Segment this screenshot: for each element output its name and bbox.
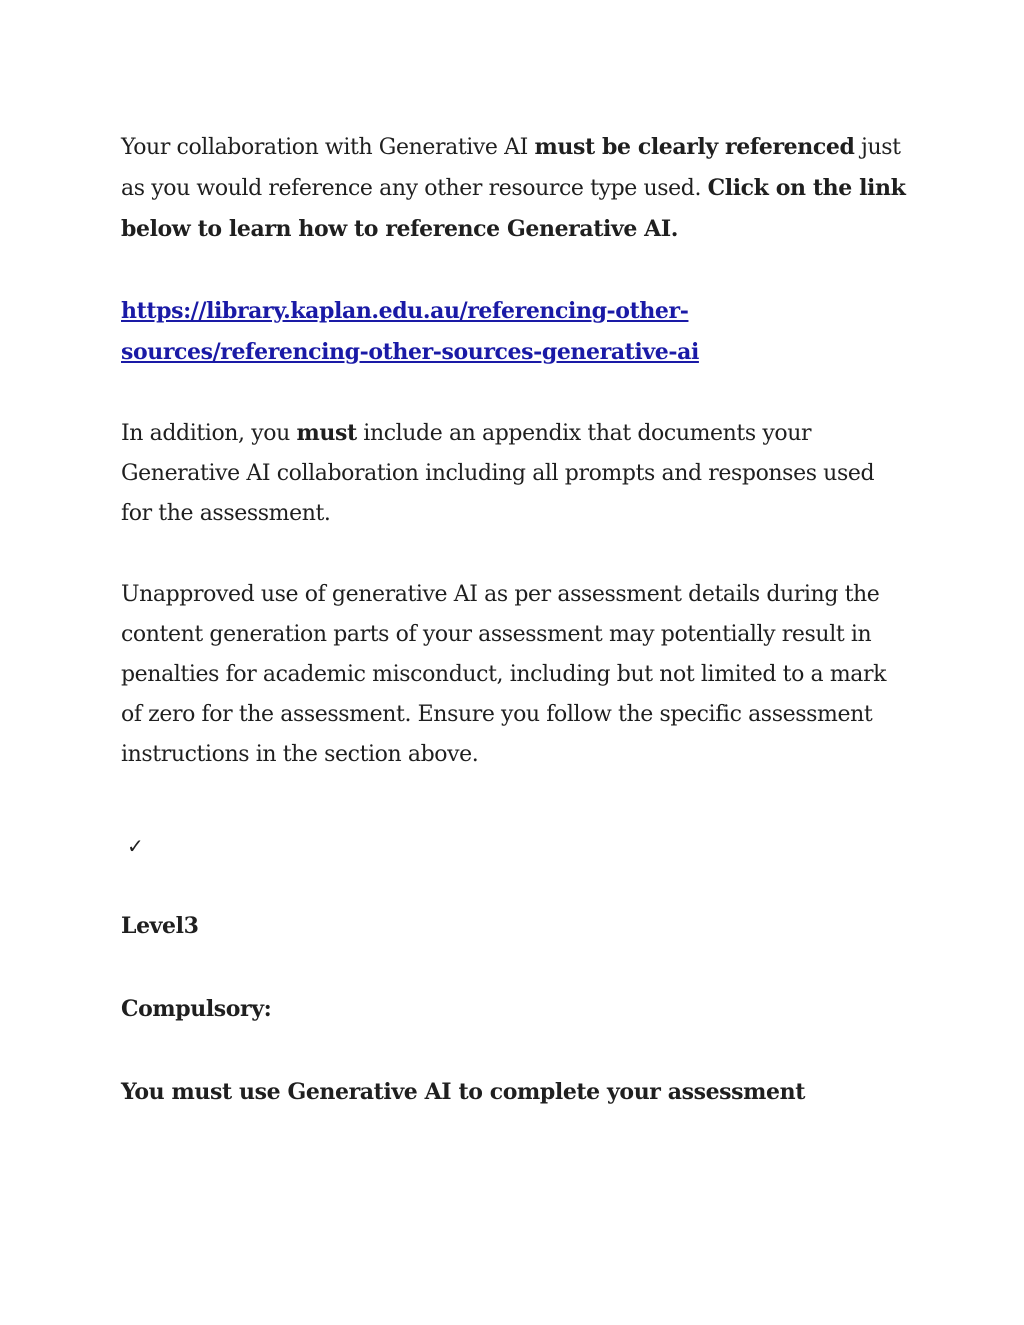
must-use-ai-heading: You must use Generative AI to complete your assessment	[121, 1079, 805, 1106]
referencing-paragraph	[121, 127, 911, 251]
kaplan-referencing-link[interactable]	[121, 298, 699, 365]
link-line-1: https://library.kaplan.edu.au/referencing-other-	[121, 297, 689, 324]
must-emphasis: must	[296, 420, 357, 447]
level-heading: Level3	[121, 912, 199, 939]
checkmark-icon: ✓	[127, 833, 144, 858]
appendix-text-2: include an appendix that documents your Generative AI collaboration including all prompts and responses used for the assessment.	[121, 421, 875, 527]
click-link-instruction: Click on the link below to learn how to reference Generative AI.	[121, 175, 906, 243]
appendix-paragraph	[121, 413, 911, 535]
appendix-text-1: In addition, you	[121, 421, 297, 447]
referencing-text-2: just as you would reference any other resource type used.	[121, 135, 901, 202]
must-be-referenced-emphasis: must be clearly referenced	[534, 134, 855, 160]
link-line-2: sources/referencing-other-sources-generative-ai	[121, 338, 699, 365]
misconduct-paragraph: Unapproved use of generative AI as per assessment details during the content generation parts of your assessment may potentially result in penalties for academic misconduct, including but not limited to a mark of zero for the assessment. Ensure you follow the specific assessment instructions in the section above.	[121, 581, 887, 768]
document-page	[121, 127, 911, 1112]
compulsory-heading: Compulsory:	[121, 995, 272, 1022]
referencing-text-1: Your collaboration with Generative AI	[121, 135, 535, 160]
reference-link-paragraph	[121, 291, 911, 373]
